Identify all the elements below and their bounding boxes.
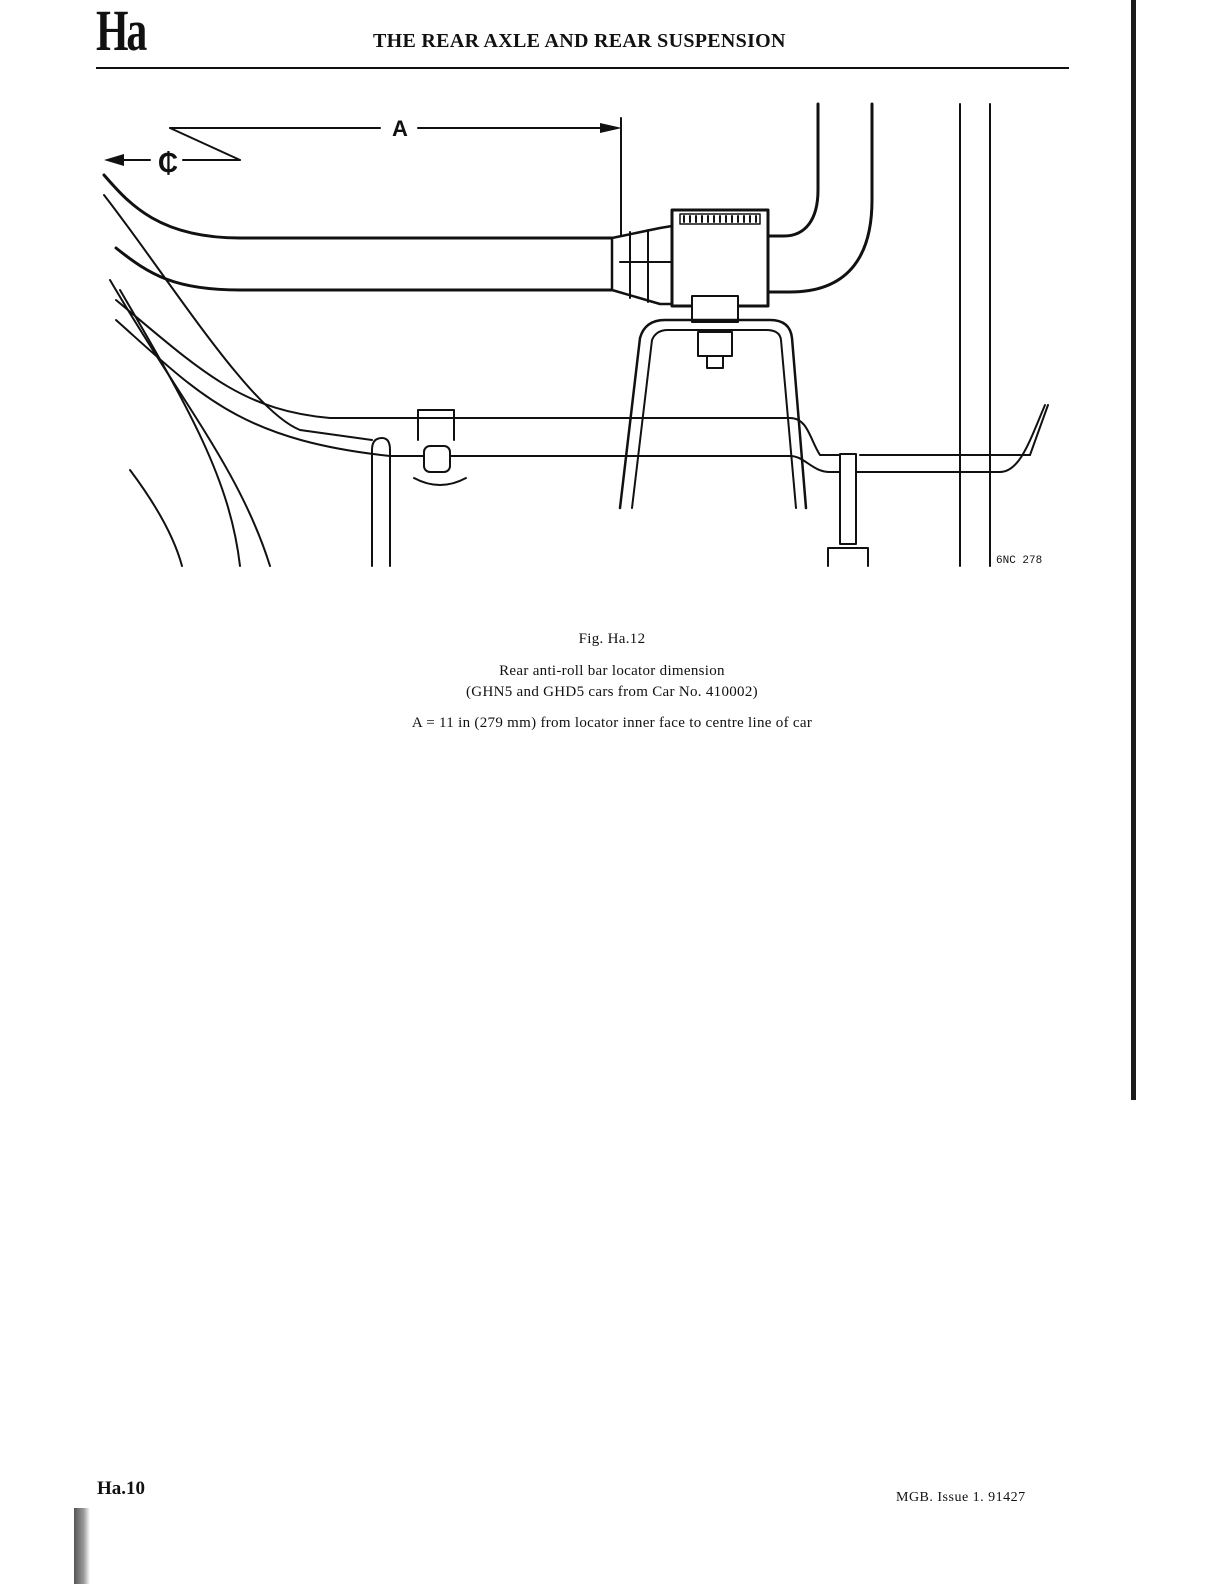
dimension-tail — [170, 128, 240, 160]
body-curve-3 — [120, 290, 240, 566]
bar-bottom-edge — [116, 248, 612, 290]
body-curve-4 — [130, 470, 182, 566]
bolt-nut — [698, 332, 732, 356]
figure-caption-title: Rear anti-roll bar locator dimension — [499, 663, 725, 679]
figure-dimension-note: A = 11 in (279 mm) from locator inner face to centre line of car — [411, 715, 813, 731]
hanger-strap — [840, 454, 856, 544]
page-number: Ha.10 — [97, 1478, 146, 1499]
locator-collar — [612, 226, 672, 304]
clip-body — [418, 410, 454, 440]
figure-caption-applicability: (GHN5 and GHD5 cars from Car No. 410002) — [466, 684, 758, 700]
post-left — [372, 438, 390, 566]
page-title: THE REAR AXLE AND REAR SUSPENSION — [373, 30, 786, 52]
centre-line-symbol: ₵ — [157, 147, 179, 178]
body-curve-2 — [110, 280, 270, 566]
issue-info: MGB. Issue 1. 91427 — [896, 1490, 1026, 1505]
clamp-nut — [692, 296, 738, 322]
bolt-end — [707, 356, 723, 368]
dimension-arrowhead — [600, 123, 622, 133]
frame-upper — [116, 300, 840, 455]
clip-base — [414, 478, 466, 485]
bar-bend-inner — [768, 104, 818, 236]
body-curve-1 — [104, 195, 372, 440]
centre-line-arrowhead — [104, 154, 124, 166]
figure-ref-code: 6NC 278 — [996, 555, 1043, 567]
bar-bend-outer — [768, 104, 872, 292]
clip-nut — [424, 446, 450, 472]
anti-roll-bar-diagram — [0, 0, 1224, 600]
scan-artifact — [74, 1508, 90, 1584]
dimension-label: A — [392, 116, 408, 141]
bar-top-edge — [104, 175, 612, 238]
section-code: Ha — [96, 0, 146, 63]
figure-number: Fig. Ha.12 — [578, 631, 646, 647]
hanger-foot — [828, 548, 868, 566]
frame-lower — [116, 320, 1000, 472]
